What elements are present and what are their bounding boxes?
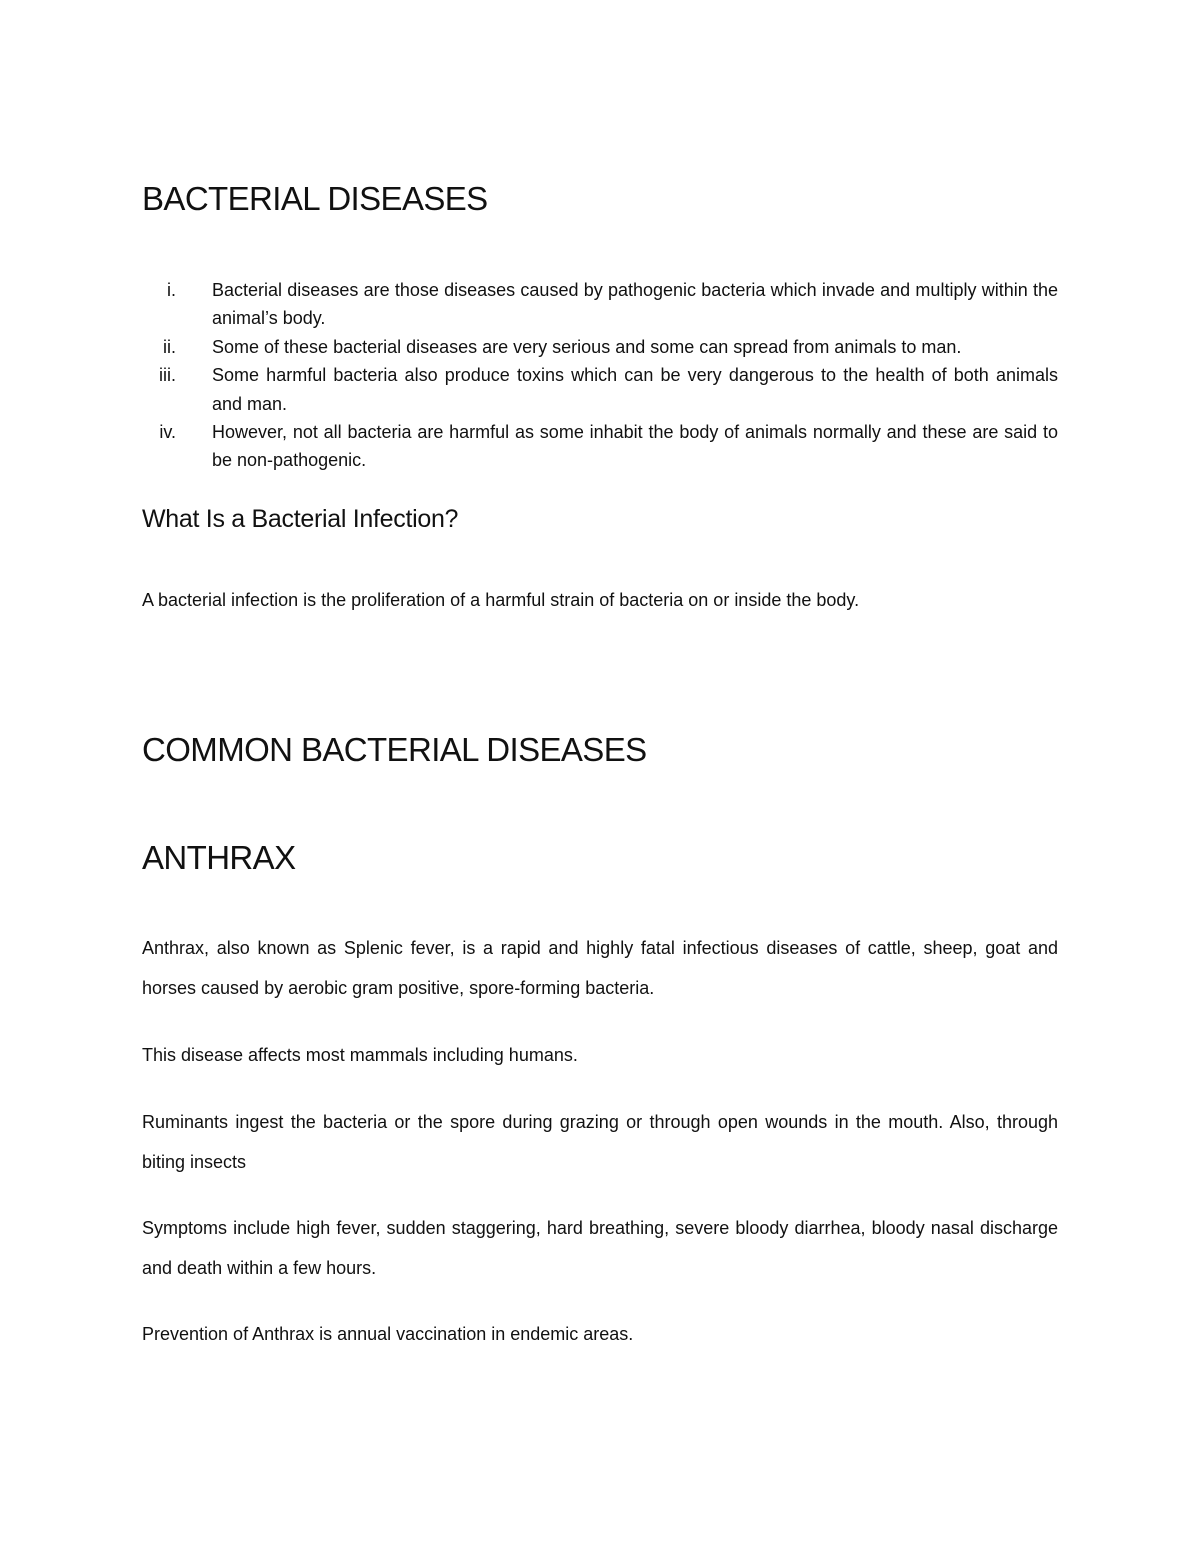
anthrax-mammals: This disease affects most mammals including humans. [142, 1045, 578, 1065]
anthrax-symptoms: Symptoms include high fever, sudden staggering, hard breathing, severe bloody diarrhea, bloody nasal discharge and death within a few hours. [142, 1218, 1058, 1278]
bacterial-facts-list [142, 276, 1058, 475]
list-marker: iii. [159, 365, 176, 386]
subheading-bacterial-infection: What Is a Bacterial Infection? [142, 505, 459, 533]
heading-bacterial-diseases: BACTERIAL DISEASES [142, 180, 488, 217]
anthrax-description: Anthrax, also known as Splenic fever, is a rapid and highly fatal infectious diseases of cattle, sheep, goat and horses caused by aerobic gram positive, spore-forming bacteria. [142, 938, 1058, 998]
heading-anthrax: ANTHRAX [142, 839, 296, 876]
list-item [142, 333, 1058, 361]
list-item-text: Some of these bacterial diseases are very serious and some can spread from animals to man. [212, 336, 962, 357]
document-page [142, 0, 1058, 1553]
list-item-text: Bacterial diseases are those diseases caused by pathogenic bacteria which invade and multiply within the animal’s body. [212, 280, 1058, 329]
list-marker: i. [167, 280, 176, 300]
anthrax-transmission: Ruminants ingest the bacteria or the spore during grazing or through open wounds in the mouth. Also, through biting insects [142, 1112, 1058, 1172]
list-item-text: However, not all bacteria are harmful as some inhabit the body of animals normally and these are said to be non-pathogenic. [212, 422, 1058, 471]
heading-common-bacterial-diseases: COMMON BACTERIAL DISEASES [142, 731, 647, 768]
anthrax-prevention: Prevention of Anthrax is annual vaccination in endemic areas. [142, 1324, 634, 1344]
list-item-text: Some harmful bacteria also produce toxins which can be very dangerous to the health of both animals and man. [212, 365, 1058, 414]
list-item [142, 418, 1058, 475]
list-marker: iv. [159, 422, 176, 443]
list-marker: ii. [163, 336, 176, 357]
infection-definition: A bacterial infection is the proliferation of a harmful strain of bacteria on or inside the body. [142, 590, 860, 610]
list-item [142, 276, 1058, 333]
list-item [142, 361, 1058, 418]
